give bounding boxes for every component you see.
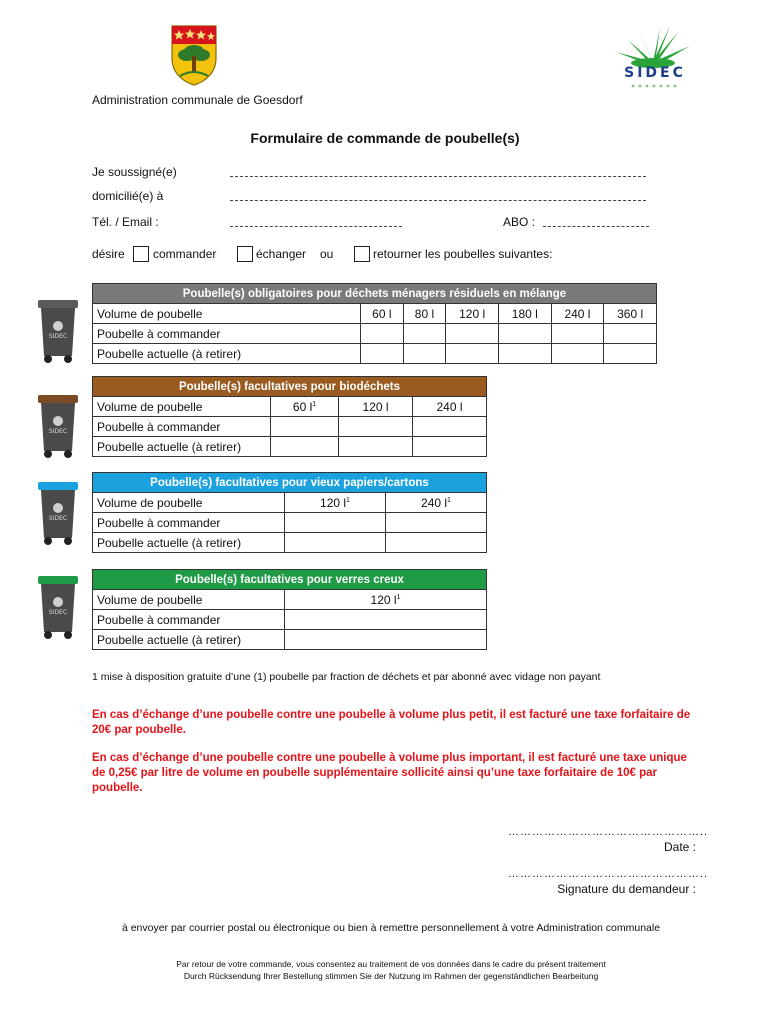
input-cell[interactable] <box>446 344 499 364</box>
bin-green-label: SIDEC <box>48 609 68 616</box>
input-cell[interactable] <box>285 513 386 533</box>
volume-cell: 60 l <box>361 304 404 324</box>
label-ou: ou <box>320 247 334 261</box>
bin-grey-icon <box>36 298 80 369</box>
row-label: Poubelle actuelle (à retirer) <box>93 437 271 457</box>
bin-grey-label: SIDEC <box>48 333 68 340</box>
checkbox-retourner[interactable] <box>354 246 370 262</box>
input-cell[interactable] <box>361 324 404 344</box>
table-row <box>93 513 487 533</box>
input-cell[interactable] <box>413 417 487 437</box>
label-abo: ABO : <box>503 215 536 229</box>
date-dots: ………………………………………….. <box>508 826 709 838</box>
exchange-larger-note: En cas d’échange d’une poubelle contre une poubelle à volume plus important, il est facturé une taxe unique de 0,25€ par litre de volume en poubelle supplémentaire sollicité ainsi qu’une taxe forfaitaire de 10€ par poubelle. <box>92 752 687 794</box>
row-label: Volume de poubelle <box>93 493 285 513</box>
checkbox-commander[interactable] <box>133 246 149 262</box>
volume-cell: 180 l <box>498 304 551 324</box>
table-row <box>93 417 487 437</box>
row-label: Poubelle à commander <box>93 324 361 344</box>
abo-field[interactable] <box>543 226 649 227</box>
sidec-logo-text: SIDEC <box>624 65 686 81</box>
label-tel-email: Tél. / Email : <box>92 215 159 229</box>
input-cell[interactable] <box>498 324 551 344</box>
table-row <box>93 324 657 344</box>
goesdorf-coat-of-arms <box>170 24 218 86</box>
send-instructions: à envoyer par courrier postal ou électronique ou bien à remettre personnellement à votre Administration communale <box>121 922 661 934</box>
input-cell[interactable] <box>385 533 486 553</box>
consent-text-de: Durch Rücksendung Ihrer Bestellung stimmen Sie der Nutzung im Rahmen der gegenständlichen Bearbeitung <box>183 971 599 981</box>
signature-field[interactable] <box>508 880 696 894</box>
table-row <box>93 344 657 364</box>
table-header: Poubelle(s) facultatives pour verres creux <box>93 570 487 590</box>
table-biowaste <box>92 376 487 457</box>
input-cell[interactable] <box>271 437 339 457</box>
administration-name: Administration communale de Goesdorf <box>92 93 303 107</box>
volume-cell: 120 $l^1$ <box>285 493 386 513</box>
checkbox-echanger[interactable] <box>237 246 253 262</box>
bin-green-icon <box>36 574 80 645</box>
table-row <box>93 630 487 650</box>
volume-cell: 80 l <box>403 304 446 324</box>
date-label: Date : <box>663 840 696 854</box>
table-row <box>93 304 657 324</box>
input-cell[interactable] <box>498 344 551 364</box>
table-paper <box>92 472 487 553</box>
table-row <box>93 493 487 513</box>
input-cell[interactable] <box>339 417 413 437</box>
sidec-logo <box>608 26 698 90</box>
input-cell[interactable] <box>403 344 446 364</box>
volume-cell: 120 l <box>339 397 413 417</box>
row-label: Poubelle actuelle (à retirer) <box>93 630 285 650</box>
form-title: Formulaire de commande de poubelle(s) <box>250 130 520 146</box>
domicilie-field[interactable] <box>230 200 646 201</box>
label-soussigne: Je soussigné(e) <box>92 165 177 179</box>
volume-cell: 120 l <box>446 304 499 324</box>
label-desire: désire <box>92 247 125 261</box>
table-row <box>93 397 487 417</box>
soussigne-field[interactable] <box>230 176 646 177</box>
input-cell[interactable] <box>403 324 446 344</box>
table-header: Poubelle(s) obligatoires pour déchets ménagers résiduels en mélange <box>93 284 657 304</box>
table-row <box>93 590 487 610</box>
label-retourner: retourner les poubelles suivantes: <box>373 247 553 261</box>
date-field[interactable] <box>508 838 696 852</box>
table-residual-waste <box>92 283 657 364</box>
table-row <box>93 533 487 553</box>
row-label: Volume de poubelle <box>93 590 285 610</box>
table-row <box>93 437 487 457</box>
row-label: Poubelle à commander <box>93 417 271 437</box>
input-cell[interactable] <box>339 437 413 457</box>
volume-cell: 240 l <box>413 397 487 417</box>
input-cell[interactable] <box>604 324 657 344</box>
bin-brown-icon <box>36 393 80 464</box>
free-bin-note: 1 mise à disposition gratuite d’une (1) poubelle par fraction de déchets et par abonné avec vidage non payant <box>92 671 601 683</box>
signature-dots: ………………………………………….. <box>508 868 709 880</box>
consent-text-fr: Par retour de votre commande, vous consentez au traitement de vos données dans le cadre du présent traitement <box>176 959 606 969</box>
row-label: Poubelle actuelle (à retirer) <box>93 533 285 553</box>
table-header: Poubelle(s) facultatives pour vieux papiers/cartons <box>93 473 487 493</box>
bin-brown-label: SIDEC <box>48 428 68 435</box>
input-cell[interactable] <box>551 324 604 344</box>
volume-cell: 120 $l^1$ <box>285 590 487 610</box>
input-cell[interactable] <box>271 417 339 437</box>
exchange-smaller-note: En cas d’échange d’une poubelle contre une poubelle à volume plus petit, il est facturé une taxe forfaitaire de 20€ par poubelle. <box>92 709 691 736</box>
row-label: Poubelle à commander <box>93 610 285 630</box>
table-glass <box>92 569 487 650</box>
tel-email-field[interactable] <box>230 226 402 227</box>
bin-blue-label: SIDEC <box>48 515 68 522</box>
row-label: Volume de poubelle <box>93 397 271 417</box>
label-domicilie: domicilié(e) à <box>92 189 164 203</box>
input-cell[interactable] <box>604 344 657 364</box>
volume-cell: 240 $l^1$ <box>385 493 486 513</box>
signature-label: Signature du demandeur : <box>557 882 696 896</box>
row-label: Poubelle actuelle (à retirer) <box>93 344 361 364</box>
input-cell[interactable] <box>385 513 486 533</box>
table-row <box>93 610 487 630</box>
input-cell[interactable] <box>413 437 487 457</box>
input-cell[interactable] <box>361 344 404 364</box>
volume-cell: 240 l <box>551 304 604 324</box>
volume-cell: 360 l <box>604 304 657 324</box>
bin-blue-icon <box>36 480 80 551</box>
label-echanger: échanger <box>256 247 307 261</box>
row-label: Poubelle à commander <box>93 513 285 533</box>
input-cell[interactable] <box>285 610 487 630</box>
input-cell[interactable] <box>285 630 487 650</box>
input-cell[interactable] <box>551 344 604 364</box>
table-header: Poubelle(s) facultatives pour biodéchets <box>93 377 487 397</box>
input-cell[interactable] <box>285 533 386 553</box>
row-label: Volume de poubelle <box>93 304 361 324</box>
input-cell[interactable] <box>446 324 499 344</box>
label-commander: commander <box>153 247 217 261</box>
volume-cell: 60 $l^1$ <box>271 397 339 417</box>
